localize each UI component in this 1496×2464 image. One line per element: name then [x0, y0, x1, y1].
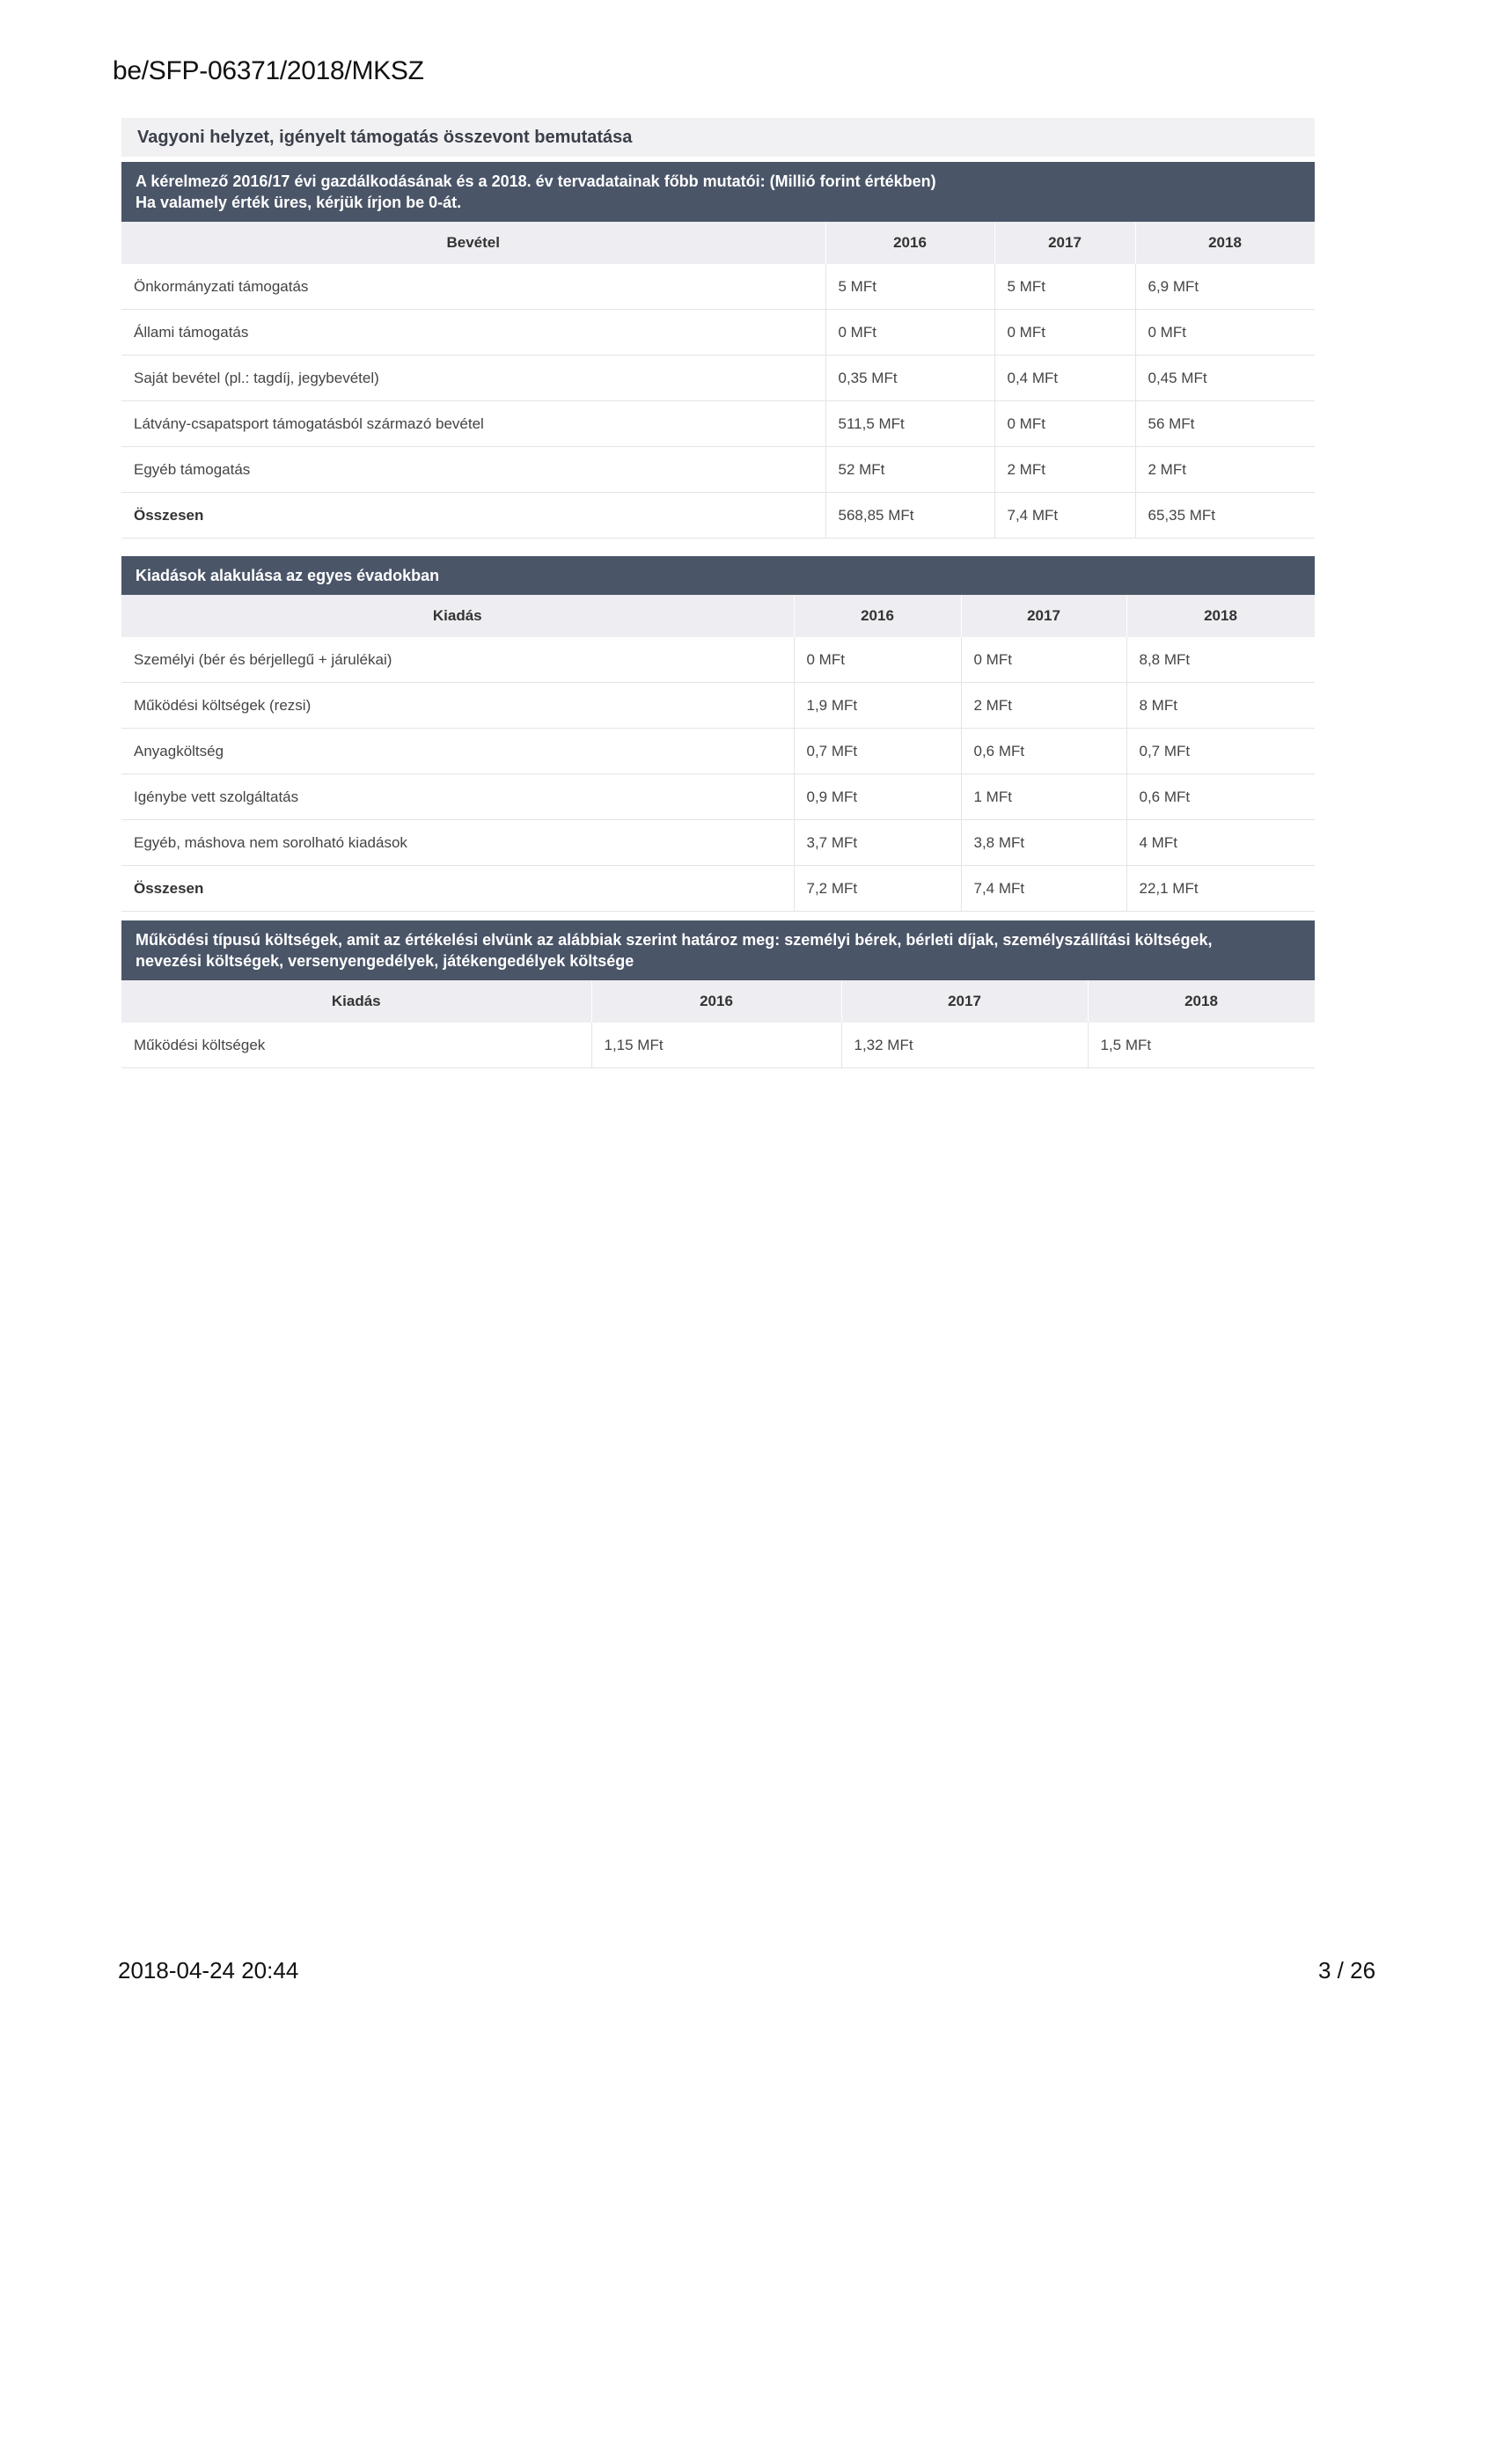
cell-2017: 3,8 MFt	[961, 820, 1126, 866]
revenue-card	[121, 162, 1315, 539]
revenue-bar-line1: A kérelmező 2016/17 évi gazdálkodásának és a 2018. év tervadatainak főbb mutatói: (Millió forint értékben)	[136, 172, 936, 190]
row-label: Működési költségek (rezsi)	[121, 683, 794, 729]
section-title: Vagyoni helyzet, igényelt támogatás összevont bemutatása	[121, 118, 1315, 157]
table-row	[121, 1023, 1315, 1068]
table-row	[121, 820, 1315, 866]
revenue-table	[121, 222, 1316, 539]
cell-2016: 5 MFt	[825, 264, 994, 310]
expenses-col-label: Kiadás	[121, 595, 794, 637]
row-label: Összesen	[121, 493, 825, 539]
cell-2017: 0,6 MFt	[961, 729, 1126, 774]
row-label: Működési költségek	[121, 1023, 591, 1068]
cell-2017: 0 MFt	[994, 310, 1135, 356]
cell-2018: 8,8 MFt	[1126, 637, 1315, 683]
cell-2018: 0 MFt	[1135, 310, 1315, 356]
cell-2017: 0 MFt	[994, 401, 1135, 447]
cell-2018: 8 MFt	[1126, 683, 1315, 729]
expenses-col-2018: 2018	[1126, 595, 1315, 637]
cell-2018: 1,5 MFt	[1088, 1023, 1315, 1068]
cell-2016: 0 MFt	[794, 637, 961, 683]
cell-2016: 568,85 MFt	[825, 493, 994, 539]
cell-2018: 0,45 MFt	[1135, 356, 1315, 401]
expenses-header-bar	[121, 556, 1315, 595]
operating-header-row	[121, 980, 1315, 1023]
table-row	[121, 774, 1315, 820]
cell-2017: 1 MFt	[961, 774, 1126, 820]
expenses-card	[121, 556, 1315, 912]
row-label: Látvány-csapatsport támogatásból származó bevétel	[121, 401, 825, 447]
row-label: Összesen	[121, 866, 794, 912]
table-row	[121, 729, 1315, 774]
row-label: Állami támogatás	[121, 310, 825, 356]
row-label: Önkormányzati támogatás	[121, 264, 825, 310]
table-row	[121, 447, 1315, 493]
table-row	[121, 401, 1315, 447]
cell-2016: 1,15 MFt	[591, 1023, 841, 1068]
cell-2016: 0,35 MFt	[825, 356, 994, 401]
table-row	[121, 637, 1315, 683]
cell-2016: 0,7 MFt	[794, 729, 961, 774]
operating-bar-line2: nevezési költségek, versenyengedélyek, játékengedélyek költsége	[136, 952, 634, 970]
row-label: Egyéb támogatás	[121, 447, 825, 493]
revenue-bar-line2: Ha valamely érték üres, kérjük írjon be 0-át.	[136, 194, 462, 211]
revenue-col-2016: 2016	[825, 222, 994, 264]
cell-2016: 0 MFt	[825, 310, 994, 356]
total-row	[121, 493, 1315, 539]
cell-2018: 6,9 MFt	[1135, 264, 1315, 310]
cell-2017: 7,4 MFt	[961, 866, 1126, 912]
expenses-table	[121, 595, 1316, 912]
cell-2017: 2 MFt	[994, 447, 1135, 493]
cell-2016: 7,2 MFt	[794, 866, 961, 912]
revenue-header-bar	[121, 162, 1315, 222]
cell-2018: 0,7 MFt	[1126, 729, 1315, 774]
cell-2018: 2 MFt	[1135, 447, 1315, 493]
revenue-header-row	[121, 222, 1315, 264]
operating-card	[121, 920, 1315, 1068]
operating-col-2016: 2016	[591, 980, 841, 1023]
row-label: Saját bevétel (pl.: tagdíj, jegybevétel)	[121, 356, 825, 401]
cell-2016: 3,7 MFt	[794, 820, 961, 866]
cell-2017: 2 MFt	[961, 683, 1126, 729]
operating-col-2017: 2017	[841, 980, 1088, 1023]
row-label: Egyéb, máshova nem sorolható kiadások	[121, 820, 794, 866]
operating-header-bar	[121, 920, 1315, 980]
operating-col-label: Kiadás	[121, 980, 591, 1023]
cell-2016: 0,9 MFt	[794, 774, 961, 820]
document-id: be/SFP-06371/2018/MKSZ	[113, 56, 424, 85]
cell-2016: 1,9 MFt	[794, 683, 961, 729]
cell-2017: 0,4 MFt	[994, 356, 1135, 401]
operating-col-2018: 2018	[1088, 980, 1315, 1023]
cell-2017: 1,32 MFt	[841, 1023, 1088, 1068]
cell-2018: 22,1 MFt	[1126, 866, 1315, 912]
row-label: Személyi (bér és bérjellegű + járulékai)	[121, 637, 794, 683]
cell-2016: 511,5 MFt	[825, 401, 994, 447]
expenses-header-row	[121, 595, 1315, 637]
cell-2017: 5 MFt	[994, 264, 1135, 310]
operating-bar-line1: Működési típusú költségek, amit az értékelési elvünk az alábbiak szerint határoz meg: személyi bérek, bérleti díjak, személyszállítási költségek,	[136, 931, 1213, 949]
revenue-col-label: Bevétel	[121, 222, 825, 264]
operating-table	[121, 980, 1316, 1068]
table-row	[121, 264, 1315, 310]
table-row	[121, 683, 1315, 729]
revenue-col-2018: 2018	[1135, 222, 1315, 264]
total-row	[121, 866, 1315, 912]
cell-2017: 7,4 MFt	[994, 493, 1135, 539]
footer-page-number: 3 / 26	[1318, 1957, 1376, 1984]
cell-2018: 4 MFt	[1126, 820, 1315, 866]
cell-2018: 0,6 MFt	[1126, 774, 1315, 820]
row-label: Anyagköltség	[121, 729, 794, 774]
expenses-bar-title: Kiadások alakulása az egyes évadokban	[136, 567, 440, 584]
expenses-col-2016: 2016	[794, 595, 961, 637]
revenue-col-2017: 2017	[994, 222, 1135, 264]
table-row	[121, 310, 1315, 356]
cell-2018: 65,35 MFt	[1135, 493, 1315, 539]
expenses-col-2017: 2017	[961, 595, 1126, 637]
footer-datetime: 2018-04-24 20:44	[118, 1957, 299, 1984]
cell-2018: 56 MFt	[1135, 401, 1315, 447]
table-row	[121, 356, 1315, 401]
cell-2017: 0 MFt	[961, 637, 1126, 683]
row-label: Igénybe vett szolgáltatás	[121, 774, 794, 820]
cell-2016: 52 MFt	[825, 447, 994, 493]
